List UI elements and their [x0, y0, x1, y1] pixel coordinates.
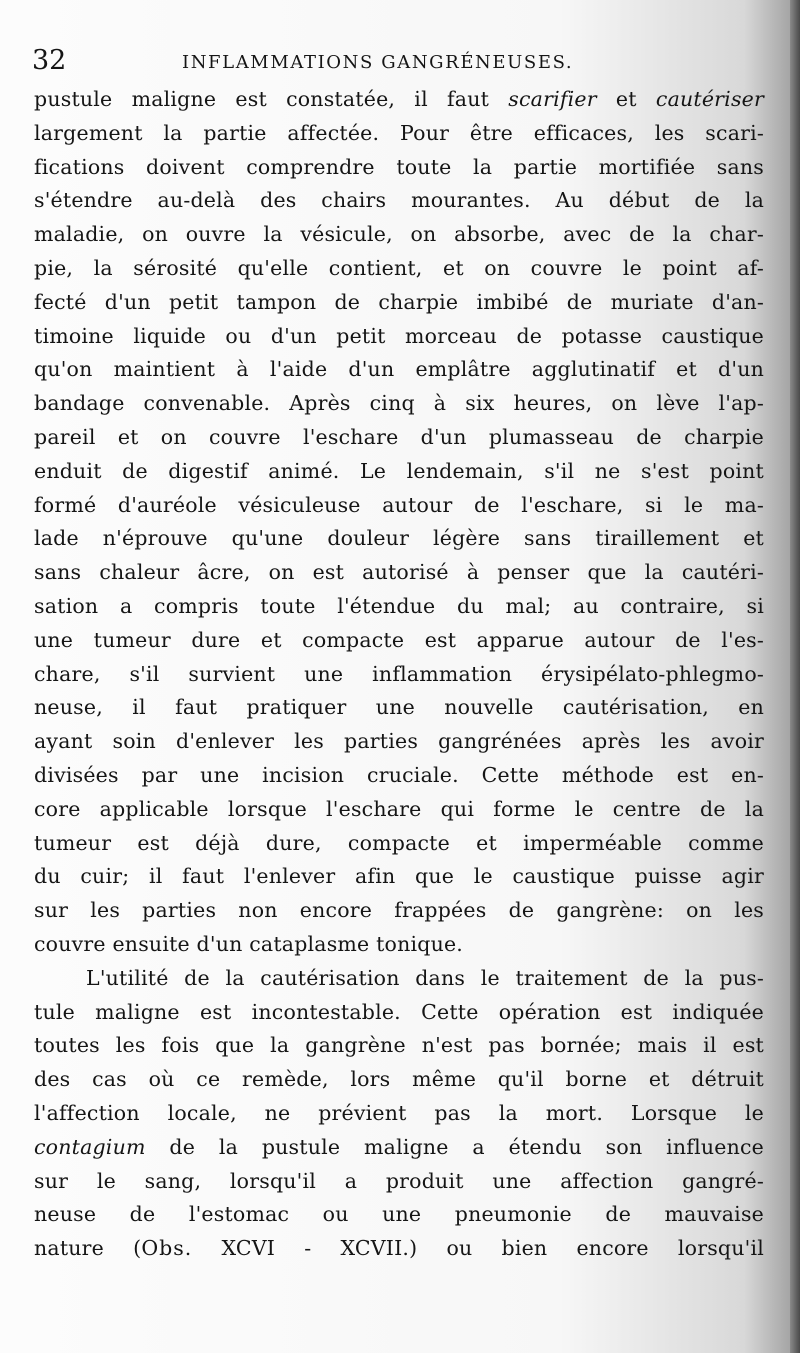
text-segment: et: [596, 87, 656, 111]
text-line: des cas où ce remède, lors même qu'il borne et détruit: [34, 1067, 764, 1092]
text-line: [34, 1131, 764, 1165]
text-line: sur le sang, lorsqu'il a produit une affection gangré-: [34, 1168, 764, 1193]
text-segment: XCVI - XCVII.) ou bien encore lorsqu'il: [192, 1236, 764, 1261]
running-head: [32, 44, 772, 78]
text-line: neuse, il faut pratiquer une nouvelle cautérisation, en: [34, 695, 764, 720]
body-text: [34, 83, 764, 1266]
text-line: qu'on maintient à l'aide d'un emplâtre agglutinatif et d'un: [34, 357, 764, 382]
text-line: sans chaleur âcre, on est autorisé à penser que la cautéri-: [34, 560, 764, 585]
text-line: tumeur est déjà dure, compacte et imperméable comme: [34, 830, 764, 855]
running-title: INFLAMMATIONS GANGRÉNEUSES.: [182, 52, 574, 73]
text-line: [34, 1232, 764, 1266]
text-line: ayant soin d'enlever les parties gangrénées après les avoir: [34, 729, 764, 754]
text-line: bandage convenable. Après cinq à six heures, on lève l'ap-: [34, 391, 764, 416]
text-line: lade n'éprouve qu'une douleur légère sans tiraillement et: [34, 526, 764, 551]
text-line: pie, la sérosité qu'elle contient, et on couvre le point af-: [34, 255, 764, 280]
text-line: chare, s'il survient une inflammation érysipélato-phlegmo-: [34, 661, 764, 686]
page-number: 32: [32, 45, 67, 76]
text-line: toutes les fois que la gangrène n'est pas bornée; mais il est: [34, 1033, 764, 1058]
text-line: maladie, on ouvre la vésicule, on absorbe, avec de la char-: [34, 222, 764, 247]
observation-abbreviation: Obs.: [141, 1236, 193, 1261]
text-line: fecté d'un petit tampon de charpie imbibé de muriate d'an-: [34, 289, 764, 314]
text-line: formé d'auréole vésiculeuse autour de l'eschare, si le ma-: [34, 492, 764, 517]
italic-term: scarifier: [508, 87, 597, 111]
text-line: s'étendre au-delà des chairs mourantes. Au début de la: [34, 188, 764, 213]
text-line: tule maligne est incontestable. Cette opération est indiquée: [34, 999, 764, 1024]
text-line: du cuir; il faut l'enlever afin que le caustique puisse agir: [34, 864, 764, 889]
text-line: neuse de l'estomac ou une pneumonie de mauvaise: [34, 1202, 764, 1227]
text-line: une tumeur dure et compacte est apparue autour de l'es-: [34, 627, 764, 652]
text-line: pareil et on couvre l'eschare d'un plumasseau de charpie: [34, 424, 764, 449]
text-line: divisées par une incision cruciale. Cette méthode est en-: [34, 762, 764, 787]
italic-term: cautériser: [655, 87, 764, 111]
text-segment: de la pustule maligne a étendu son influence: [145, 1134, 764, 1159]
text-line: [34, 83, 764, 117]
paragraph-start-line: L'utilité de la cautérisation dans le traitement de la pus-: [86, 965, 764, 990]
paragraph-end-line: couvre ensuite d'un cataplasme tonique.: [34, 931, 464, 956]
text-line: largement la partie affectée. Pour être efficaces, les scari-: [34, 120, 764, 145]
text-line: core applicable lorsque l'eschare qui forme le centre de la: [34, 796, 764, 821]
text-line: l'affection locale, ne prévient pas la mort. Lorsque le: [34, 1100, 764, 1125]
text-line: sation a compris toute l'étendue du mal; au contraire, si: [34, 593, 764, 618]
text-line: timoine liquide ou d'un petit morceau de potasse caustique: [34, 323, 764, 348]
text-segment: pustule maligne est constatée, il faut: [34, 87, 509, 111]
text-line: enduit de digestif animé. Le lendemain, s'il ne s'est point: [34, 458, 764, 483]
text-line: fications doivent comprendre toute la partie mortifiée sans: [34, 154, 764, 179]
text-segment: nature (: [34, 1236, 142, 1261]
italic-term: contagium: [34, 1134, 146, 1159]
page-edge-shadow: [790, 0, 800, 1353]
text-line: sur les parties non encore frappées de gangrène: on les: [34, 898, 764, 923]
